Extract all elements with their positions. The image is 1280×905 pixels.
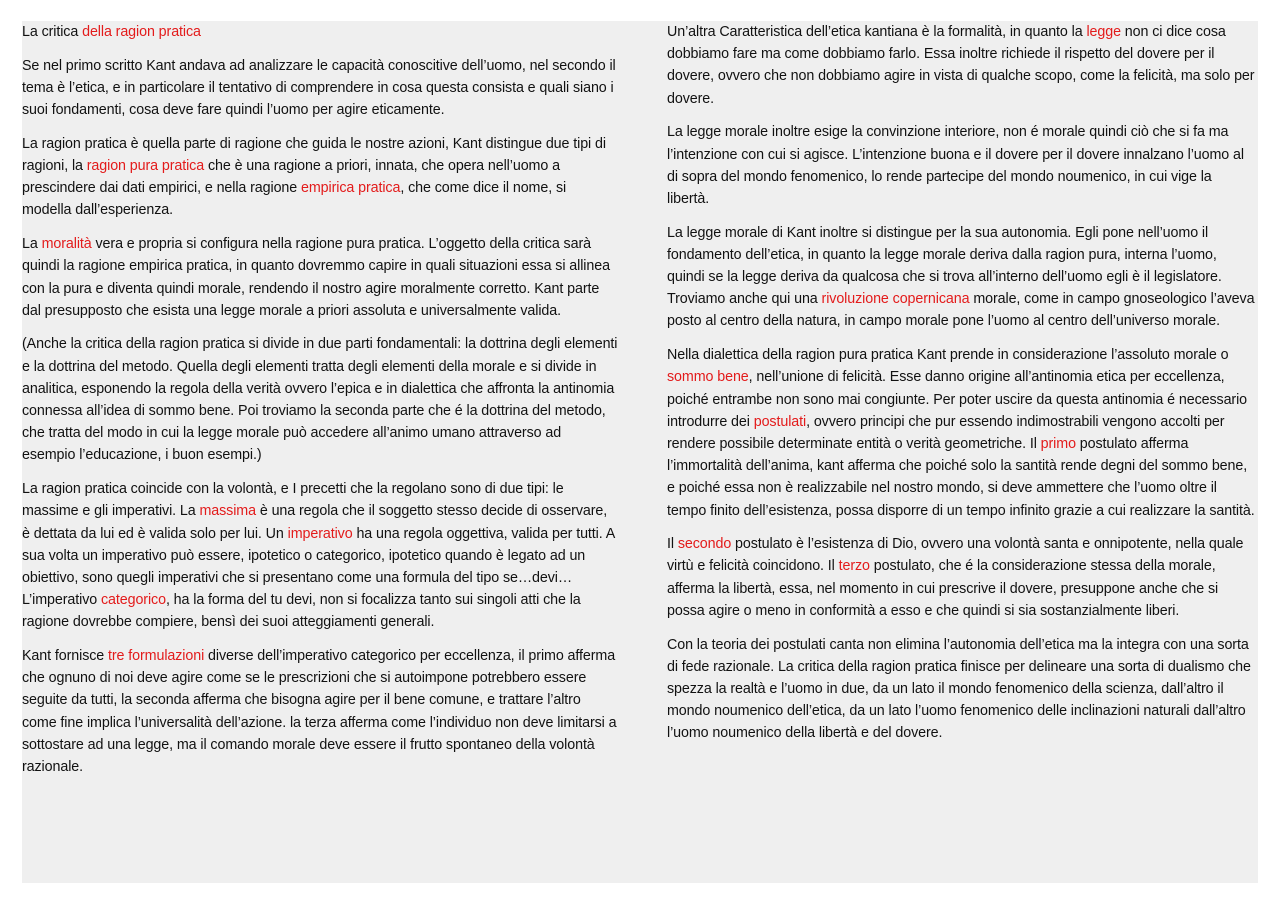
highlighted-term: imperativo (287, 525, 353, 542)
highlighted-term: massima (199, 503, 256, 520)
document-page (22, 21, 1258, 883)
paragraph: Un’altra Caratteristica dell’etica kantiana è la formalità, in quanto la legge non ci dice cosa dobbiamo fare ma come dobbiamo farlo. Essa inoltre richiede il rispetto del dovere per il dovere, ovvero che non dobbiamo agire in vista di qualche scopo, come la felicità, ma solo per dovere. (667, 24, 1255, 107)
highlighted-term: legge (1086, 24, 1121, 40)
paragraph: Con la teoria dei postulati canta non elimina l’autonomia dell’etica ma la integra con una sorta di fede razionale. La critica della ragion pratica finisce per delineare una sorta di dualismo che spezza la realtà e l’uomo in due, da un lato il mondo fenomenico della scienza, dall’altro il mondo noumenico dell’etica, da un lato l’uomo fenomenico delle inclinazioni naturali dall’altro l’uomo noumenico della libertà e del dovere. (667, 636, 1251, 742)
left-column (22, 21, 618, 790)
paragraph: La ragion pratica è quella parte di ragione che guida le nostre azioni, Kant distingue due tipi di ragioni, la ragion pura pratica che è una ragione a priori, innata, che opera nell’uomo a prescindere dai dati empirici, e nella ragione empirica pratica, che come dice il nome, si modella dall’esperienza. (22, 135, 606, 219)
highlighted-term: categorico (100, 592, 166, 609)
paragraph: La ragion pratica coincide con la volontà, e I precetti che la regolano sono di due tipi: le massime e gli imperativi. La massima è una regola che il soggetto stesso decide di osservare, è dettata da lui ed è valida solo per lui. Un imperativo ha una regola oggettiva, valida per tutti. A sua volta un imperativo può essere, ipotetico o categorico, ipotetico quando è legato ad un obiettivo, sono quegli imperativi che si presentano come una formula del tipo se…devi… L’imperativo categorico, ha la forma del tu devi, non si focalizza tanto sui singoli atti che la ragione dovrebbe compiere, bensì dei suoi atteggiamenti generali. (22, 481, 615, 631)
right-column (667, 21, 1257, 756)
paragraph: La moralità vera e propria si configura nella ragione pura pratica. L’oggetto della critica sarà quindi la ragione empirica pratica, in quanto dovremmo capire in quali situazioni essa si allinea con la pura e diventa quindi morale, rendendo il nostro agire moralmente corretto. Kant parte dal presupposto che esista una legge morale a priori assoluta e universalmente valida. (22, 236, 610, 319)
highlighted-term: della ragion pratica (82, 24, 201, 40)
highlighted-term: ragion pura pratica (86, 158, 205, 175)
highlighted-term: postulati (753, 413, 807, 430)
highlighted-term: secondo (677, 536, 732, 553)
paragraph: Kant fornisce tre formulazioni diverse dell’imperativo categorico per eccellenza, il primo afferma che ognuno di noi deve agire come se le prescrizioni che si autoimpone potrebbero essere seguite da tutti, la seconda afferma che bisogna agire per il bene comune, e trattare l’altro come fine implica l’universalità dell’azione. la terza afferma come l’individuo non deve limitarsi a sottostare ad una legge, ma il comando morale deve essere il frutto spontaneo della volontà razionale. (22, 648, 617, 776)
highlighted-term: empirica pratica (301, 180, 401, 197)
highlighted-term: sommo bene (667, 369, 749, 386)
paragraph: (Anche la critica della ragion pratica si divide in due parti fondamentali: la dottrina degli elementi e la dottrina del metodo. Quella degli elementi tratta degli elementi della morale e si divide in analitica, esponendo la regola della verità ovvero l’epica e in dialettica che affronta la antinomia connessa all’idea di sommo bene. Poi troviamo la seconda parte che é la dottrina del metodo, che tratta del modo in cui la legge morale può accedere all’animo umano attraverso ad esempio l’educazione, i buon esempi.) (22, 336, 618, 464)
paragraph: Nella dialettica della ragion pura pratica Kant prende in considerazione l’assoluto morale o sommo bene, nell’unione di felicità. Esse danno origine all’antinomia etica per eccellenza, poiché entrambe non sono mai congiunte. Per poter uscire da questa antinomia é necessario introdurre dei postulati, ovvero principi che pur essendo indimostrabili vengono accolti per rendere possibile determinate entità o verità geometriche. Il primo postulato afferma l’immortalità dell’anima, kant afferma che poiché solo la santità rende degni del sommo bene, e poiché essa non è realizzabile nel nostro mondo, si deve ammettere che l’uomo oltre il tempo finito dell’esistenza, possa disporre di un tempo infinito grazie a cui realizzare la santità. (667, 347, 1255, 519)
paragraph: La legge morale di Kant inoltre si distingue per la sua autonomia. Egli pone nell’uomo il fondamento dell’etica, in quanto la legge morale deriva dalla ragion pura, interna l’uomo, quindi se la legge deriva da qualcosa che si trova all’interno dell’uomo egli è il legislatore. Troviamo anche qui una rivoluzione copernicana morale, come in campo gnoseologico l’aveva posto al centro della natura, in campo morale pone l’uomo al centro dell’universo morale. (667, 224, 1255, 330)
highlighted-term: primo (1040, 435, 1076, 452)
document-title: La critica della ragion pratica (22, 24, 201, 40)
paragraph: La legge morale inoltre esige la convinzione interiore, non é morale quindi ciò che si fa ma l’intenzione con cui si agisce. L’intenzione buona e il dovere per il dovere innalzano l’uomo al di sopra del mondo fenomenico, lo rende partecipe del mondo noumenico, in cui vige la libertà. (667, 124, 1244, 207)
highlighted-term: rivoluzione copernicana (821, 291, 970, 308)
highlighted-term: terzo (838, 558, 870, 575)
paragraph: Il secondo postulato è l’esistenza di Dio, ovvero una volontà santa e onnipotente, nella quale virtù e felicità coincidono. Il terzo postulato, che é la considerazione stessa della morale, afferma la libertà, essa, nel momento in cui prescrive il dovere, presuppone anche che si possa agire o meno in conformità a esso e che quindi si sia sostanzialmente liberi. (667, 536, 1244, 619)
paragraph: Se nel primo scritto Kant andava ad analizzare le capacità conoscitive dell’uomo, nel secondo il tema è l’etica, e in particolare il tentativo di comprendere in cosa questa consista e quali siano i suoi fondamenti, cosa deve fare quindi l’uomo per agire eticamente. (22, 57, 616, 119)
highlighted-term: tre formulazioni (108, 648, 205, 665)
highlighted-term: moralità (41, 236, 92, 253)
